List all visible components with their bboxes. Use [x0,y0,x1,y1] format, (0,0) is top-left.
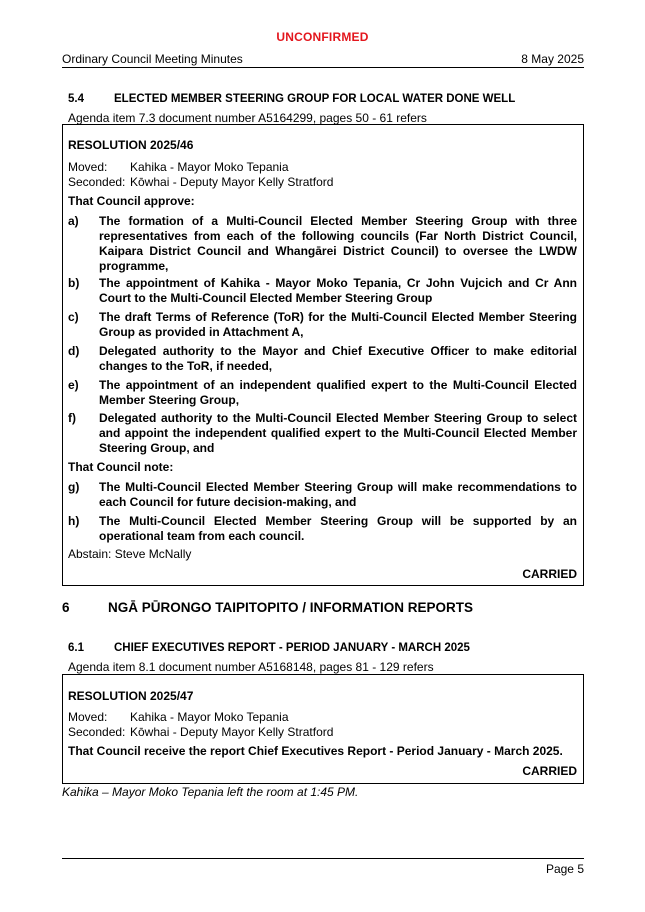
agenda-reference: Agenda item 8.1 document number A5168148, pages 81 - 129 refers [68,660,434,674]
seconded-label: Seconded: [68,725,126,739]
note-item [68,480,577,510]
item-letter: a) [68,214,79,228]
section-number: 5.4 [68,93,84,105]
moved-line [68,160,289,175]
section-number: 6 [62,600,70,615]
resolution-box [62,124,584,586]
document-title: Ordinary Council Meeting Minutes [62,52,243,66]
resolution-text: That Council receive the report Chief Executives Report - Period January - March 2025. [68,744,563,758]
item-letter: h) [68,514,80,528]
item-text: The Multi-Council Elected Member Steering Group will be supported by an operational team from each council. [99,514,577,543]
resolution-item [68,310,577,340]
meeting-date: 8 May 2025 [521,52,584,66]
seconded-line [68,725,333,740]
resolution-item [68,378,577,408]
item-text: The draft Terms of Reference (ToR) for the Multi-Council Elected Member Steering Group as provided in Attachment A, [99,310,577,339]
moved-line [68,710,289,725]
resolution-box [62,674,584,784]
section-title: NGĀ PŪRONGO TAIPITOPITO / INFORMATION REPORTS [108,600,474,615]
seconded-label: Seconded: [68,175,126,189]
attendance-note: Kahika – Mayor Moko Tepania left the room at 1:45 PM. [62,785,359,799]
item-letter: f) [68,411,76,425]
resolution-item [68,344,577,374]
moved-label: Moved: [68,160,108,174]
unconfirmed-stamp: UNCONFIRMED [276,30,369,44]
seconded-by: Kōwhai - Deputy Mayor Kelly Stratford [130,725,334,739]
item-text: The Multi-Council Elected Member Steering Group will make recommendations to each Council for future decision-making, and [99,480,577,509]
moved-label: Moved: [68,710,108,724]
resolution-title: RESOLUTION 2025/47 [68,689,194,703]
resolution-item [68,276,577,306]
resolution-item [68,411,577,456]
seconded-line [68,175,333,190]
moved-by: Kahika - Mayor Moko Tepania [130,160,289,174]
item-letter: b) [68,276,80,290]
note-item [68,514,577,544]
item-letter: c) [68,310,79,324]
item-letter: d) [68,344,80,358]
item-letter: g) [68,480,80,494]
resolution-item [68,214,577,274]
item-text: The appointment of Kahika - Mayor Moko Tepania, Cr John Vujcich and Cr Ann Court to the Multi-Council Elected Member Steering Group [99,276,577,305]
item-text: The appointment of an independent qualified expert to the Multi-Council Elected Member Steering Group, [99,378,577,407]
approve-intro: That Council approve: [68,194,195,208]
abstain-line: Abstain: Steve McNally [68,547,192,561]
seconded-by: Kōwhai - Deputy Mayor Kelly Stratford [130,175,334,189]
section-title: ELECTED MEMBER STEERING GROUP FOR LOCAL WATER DONE WELL [114,93,516,105]
agenda-reference: Agenda item 7.3 document number A5164299, pages 50 - 61 refers [68,111,427,125]
header-divider [62,67,584,68]
resolution-title: RESOLUTION 2025/46 [68,138,194,152]
item-text: Delegated authority to the Mayor and Chief Executive Officer to make editorial changes to the ToR, if needed, [99,344,577,373]
item-text: The formation of a Multi-Council Elected Member Steering Group with three representatives from each of the following councils (Far North District Council, Kaipara District Council and Whangārei District Council) to oversee the LWDW programme, [99,214,577,273]
section-title: CHIEF EXECUTIVES REPORT - PERIOD JANUARY - MARCH 2025 [114,642,470,654]
carried-status: CARRIED [522,764,577,778]
page-number: Page 5 [545,862,584,876]
footer-divider [62,858,584,859]
moved-by: Kahika - Mayor Moko Tepania [130,710,289,724]
item-text: Delegated authority to the Multi-Council Elected Member Steering Group to select and appoint the independent qualified expert to the Multi-Council Elected Member Steering Group, and [99,411,577,455]
note-intro: That Council note: [68,460,174,474]
item-letter: e) [68,378,79,392]
section-number: 6.1 [68,642,84,654]
carried-status: CARRIED [522,567,577,581]
